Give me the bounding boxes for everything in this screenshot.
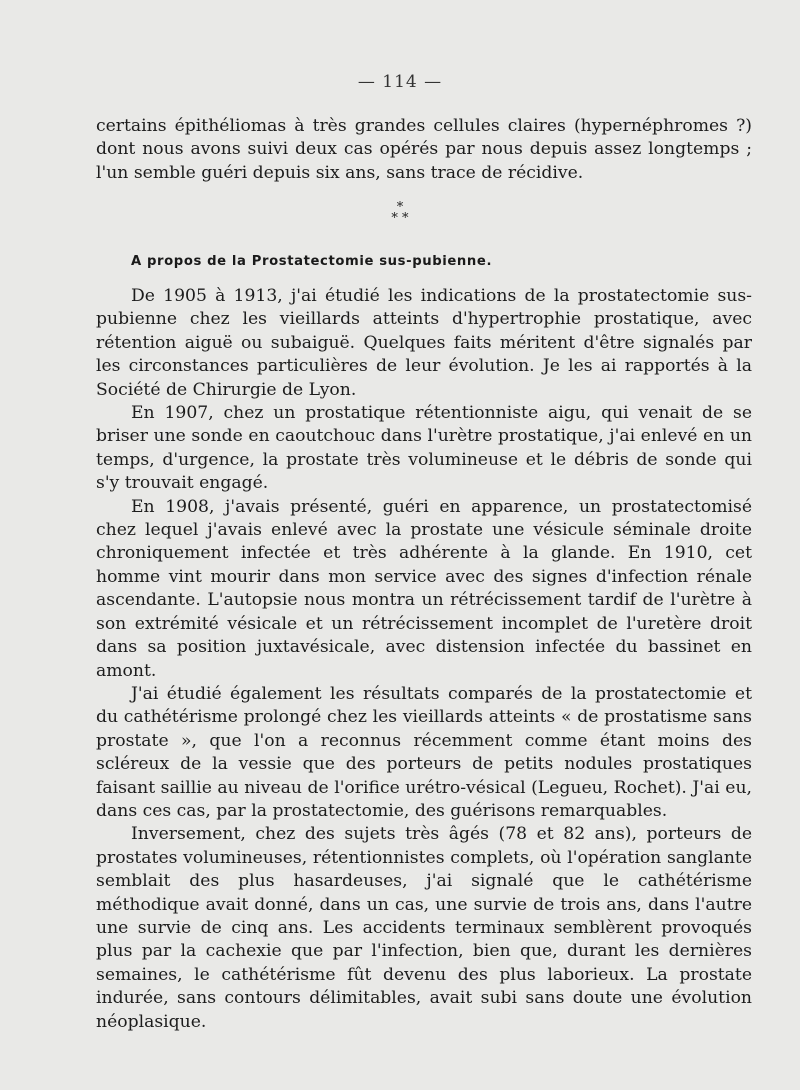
body-paragraph: De 1905 à 1913, j'ai étudié les indications de la prostatectomie sus-pubienne chez les vieillards atteints d'hypertrophie prostatique, avec rétention aiguë ou subaiguë. Quelques faits méritent d'être signalés par les circonstances particulières de leur évolution. Je les ai rapportés à la Société de Chirurgie de Lyon. xyxy=(96,286,752,400)
asterism-separator xyxy=(0,202,800,224)
body-paragraph: En 1907, chez un prostatique rétentionniste aigu, qui venait de se briser une sonde en caoutchouc dans l'urètre prostatique, j'ai enlevé en un temps, d'urgence, la prostate très volumineuse et le débris de sonde qui s'y trouvait engagé. xyxy=(96,403,752,494)
section-body xyxy=(96,285,752,1034)
section-heading: A propos de la Prostatectomie sus-pubienne. xyxy=(131,254,493,269)
intro-paragraph: certains épithéliomas à très grandes cellules claires (hypernéphromes ?) dont nous avons suivi deux cas opérés par nous depuis assez longtemps ; l'un semble guéri depuis six ans, sans trace de récidive. xyxy=(96,116,752,183)
body-paragraph: J'ai étudié également les résultats comparés de la prostatectomie et du cathétérisme prolongé chez les vieillards atteints « de prostatisme sans prostate », que l'on a reconnus récemment comme étant moins des scléreux de la vessie que des porteurs de petits nodules prostatiques faisant saillie au niveau de l'orifice urétro-vésical (Legueu, Rochet). J'ai eu, dans ces cas, par la prostatectomie, des guérisons remarquables. xyxy=(96,683,752,821)
asterism-top: * xyxy=(396,200,404,215)
body-paragraph: En 1908, j'avais présenté, guéri en apparence, un prostatectomisé chez lequel j'avais enlevé avec la prostate une vésicule séminale droite chroniquement infectée et très adhérente à la glande. En 1910, cet homme vint mourir dans mon service avec des signes d'infection rénale ascendante. L'autopsie nous montra un rétrécissement tardif de l'urètre à son extrémité vésicale et un rétrécissement incomplet de l'uretère droit dans sa position juxtavésicale, avec distension infectée du bassinet en amont. xyxy=(96,496,752,681)
body-paragraph: Inversement, chez des sujets très âgés (78 et 82 ans), porteurs de prostates volumineuses, rétentionnistes complets, où l'opération sanglante semblait des plus hasardeuses, j'ai signalé que le cathétérisme méthodique avait donné, dans un cas, une survie de trois ans, dans l'autre une survie de cinq ans. Les accidents terminaux semblèrent provoqués plus par la cachexie que par l'infection, bien que, durant les dernières semaines, le cathétérisme fût devenu des plus laborieux. La prostate indurée, sans contours délimitables, avait subi sans doute une évolution néoplasique. xyxy=(96,824,752,1032)
asterism-bottom: * * xyxy=(391,211,409,226)
page-number: — 114 — xyxy=(357,72,443,92)
